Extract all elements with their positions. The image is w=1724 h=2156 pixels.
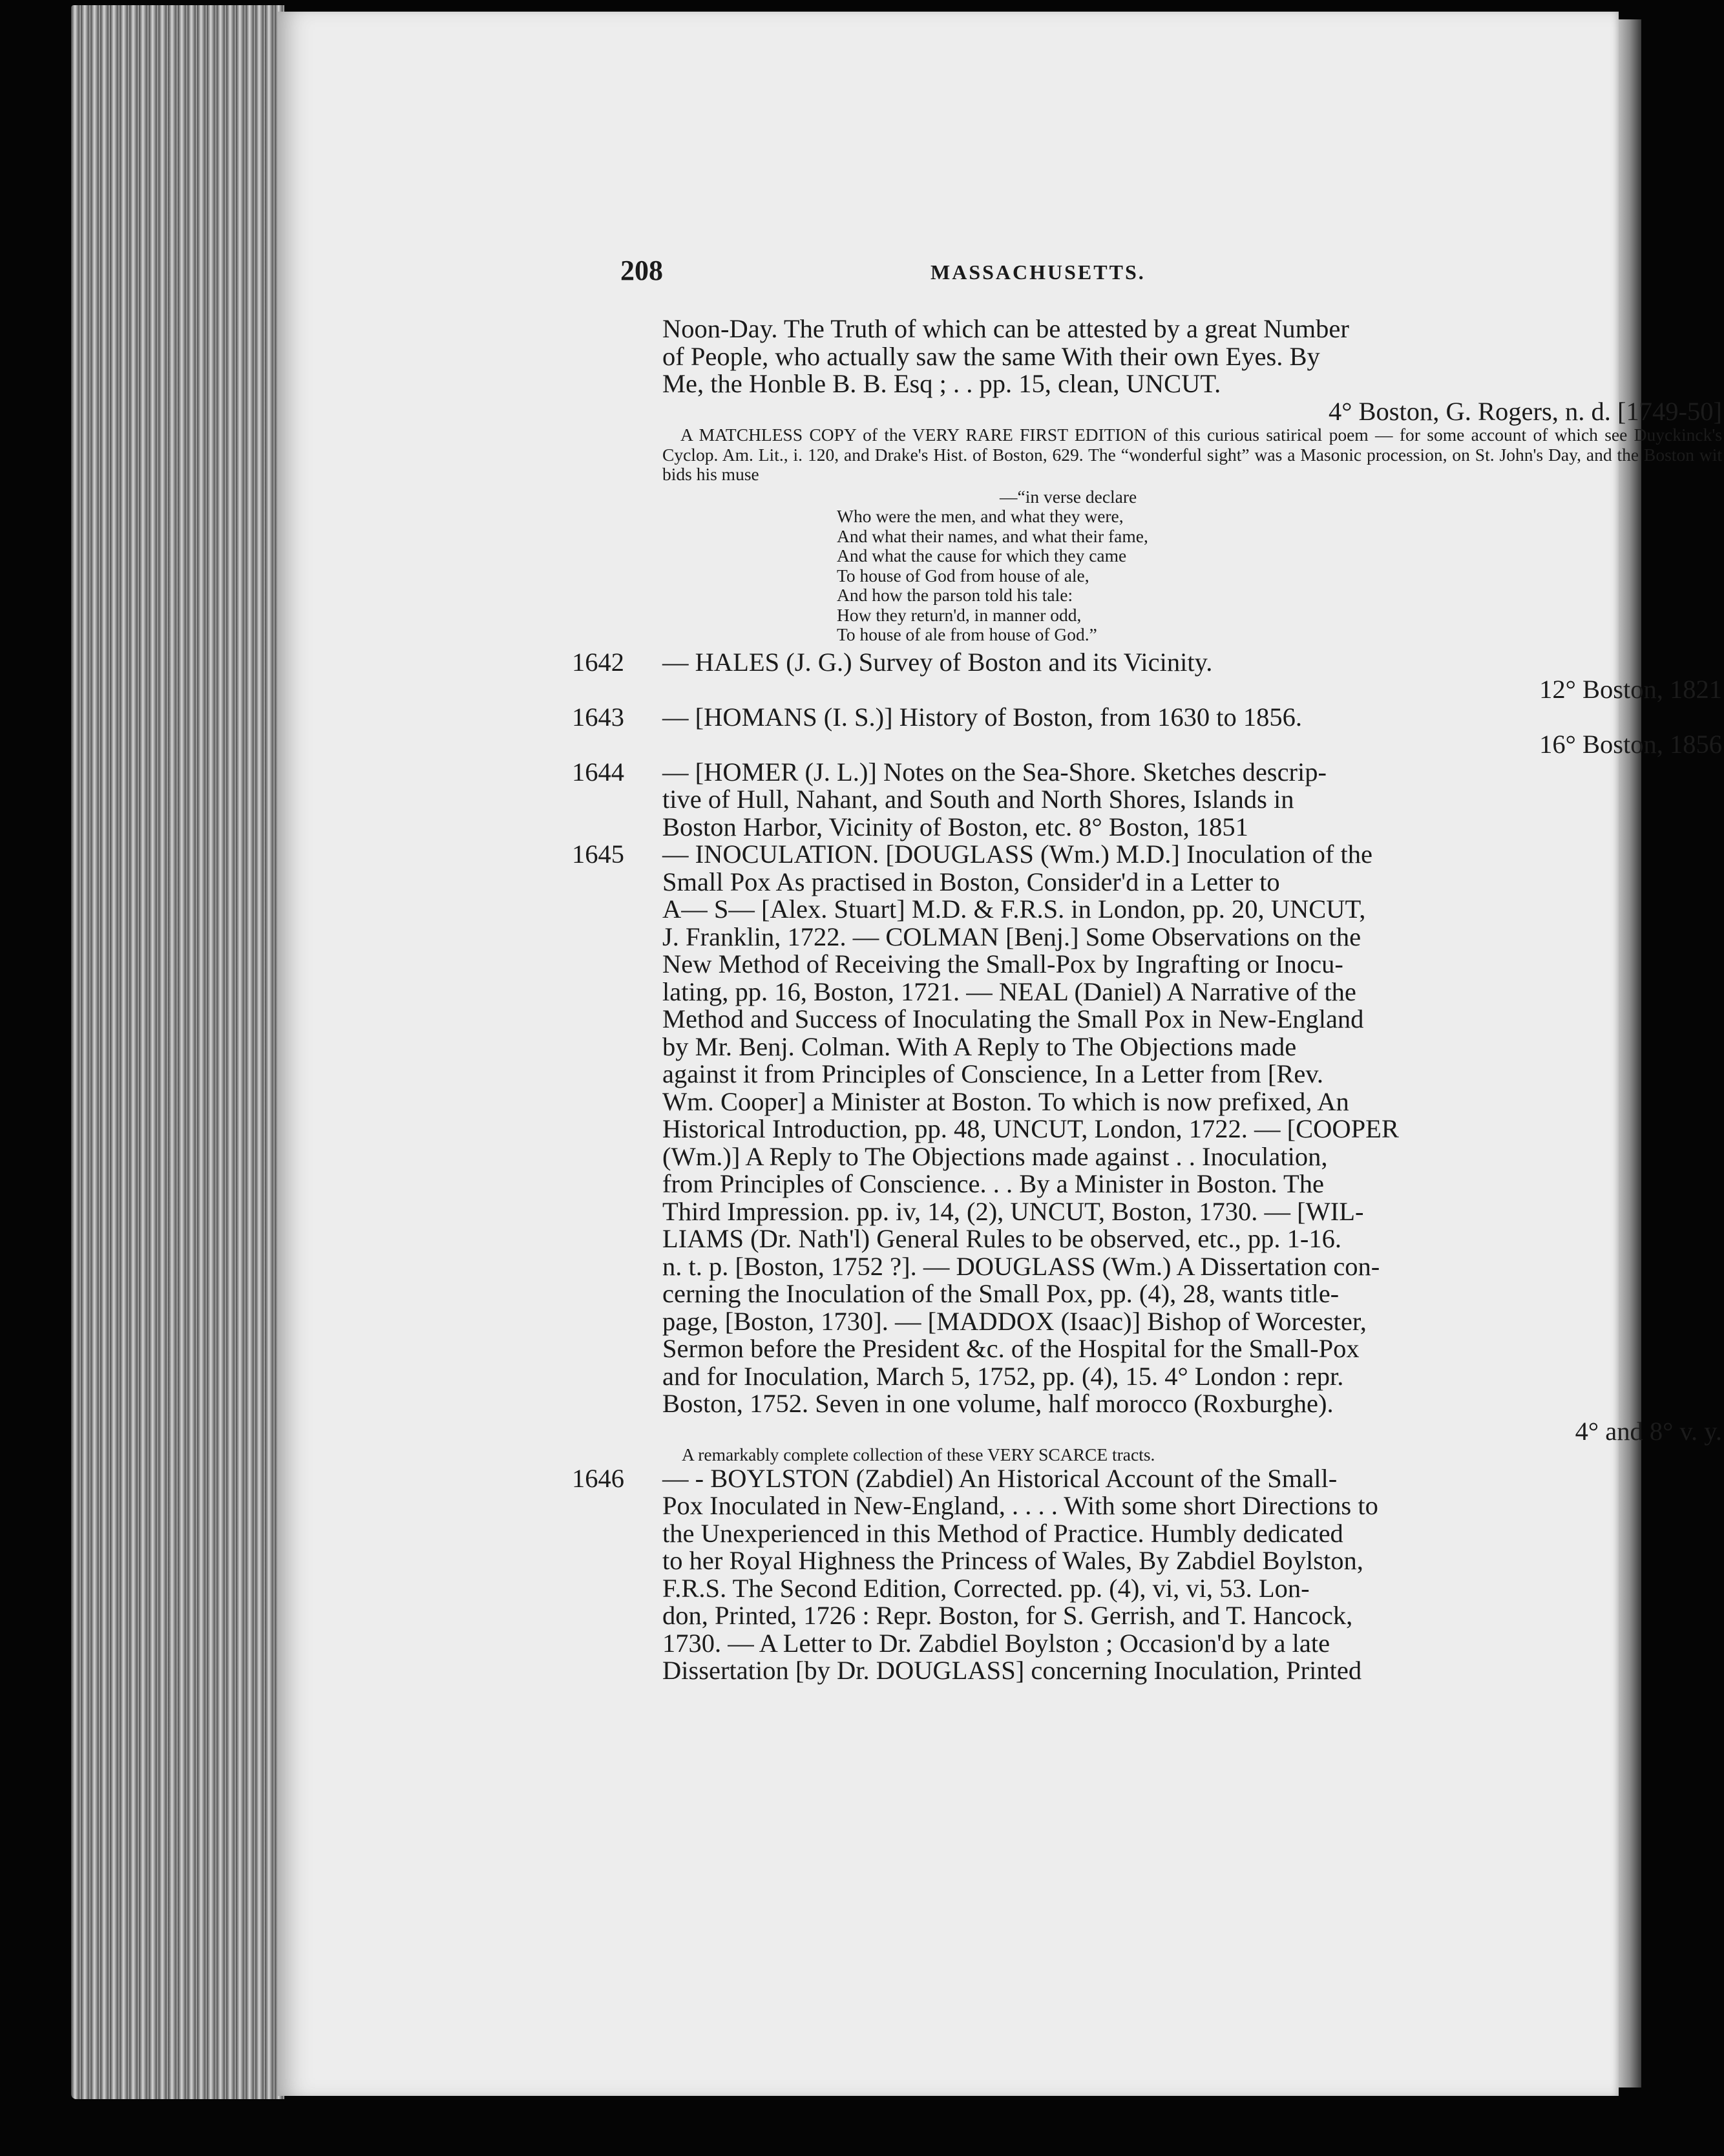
catalog-entry [572,840,1722,1465]
text-line: Historical Introduction, pp. 48, UNCUT, London, 1722. — [COOPER [662,1114,1399,1143]
verse-line: And what their names, and what their fame, [837,525,1148,546]
text-line: Third Impression. pp. iv, 14, (2), UNCUT, Boston, 1730. — [WIL- [662,1196,1364,1226]
verse-line: And what the cause for which they came [837,545,1127,565]
text-line: n. t. p. [Boston, 1752 ?]. — DOUGLASS (Wm.) A Dissertation con- [662,1251,1380,1281]
entry-first-line [572,702,1722,732]
book-page-edges [71,5,284,2099]
entry-number: 1644 [572,757,624,787]
bibliographic-note: A remarkably complete collection of these VERY SCARCE tracts. [682,1444,1155,1464]
text-line: Me, the Honble B. B. Esq ; . . pp. 15, clean, UNCUT. [662,369,1221,398]
imprint: 4° and 8° v. y. [1575,1416,1722,1446]
text-line: Wm. Cooper] a Minister at Boston. To which is now prefixed, An [662,1086,1349,1116]
entry-number: 1642 [572,647,624,677]
verse-line: To house of ale from house of God.” [837,624,1097,644]
entry-first-line [572,1463,1722,1493]
catalog-entry [572,757,1722,841]
text-line: Pox Inoculated in New-England, . . . . With some short Directions to [662,1491,1378,1520]
text-line: Small Pox As practised in Boston, Consider'd in a Letter to [662,867,1280,896]
verse-quotation [837,487,1722,645]
imprint: 16° Boston, 1856 [1539,730,1722,759]
text-line: LIAMS (Dr. Nath'l) General Rules to be observed, etc., pp. 1-16. [662,1224,1342,1253]
entry-first-line [572,757,1722,787]
text-line: page, [Boston, 1730]. — [MADDOX (Isaac)] Bishop of Worcester, [662,1306,1367,1336]
text-line: to her Royal Highness the Princess of Wales, By Zabdiel Boylston, [662,1546,1363,1575]
text-line: New Method of Receiving the Small-Pox by Ingrafting or Inocu- [662,949,1343,978]
entry-first-line [572,840,1722,869]
verse-line: —“in verse declare [1000,486,1137,507]
entry-number: 1643 [572,702,624,732]
text-line: — INOCULATION. [DOUGLASS (Wm.) M.D.] Inoculation of the [662,840,1372,869]
text-line: Method and Success of Inoculating the Small Pox in New-England [662,1004,1364,1033]
page-header [278,248,1619,293]
body-text [572,314,1722,1685]
text-line: don, Printed, 1726 : Repr. Boston, for S. Gerrish, and T. Hancock, [662,1601,1353,1630]
text-line: — HALES (J. G.) Survey of Boston and its Vicinity. [662,647,1213,677]
imprint: 4° Boston, G. Rogers, n. d. [1749-50] [1328,396,1722,426]
entry-number: 1645 [572,840,624,869]
text-line: against it from Principles of Conscience, In a Letter from [Rev. [662,1059,1324,1088]
text-line: and for Inoculation, March 5, 1752, pp. (4), 15. 4° London : repr. [662,1361,1344,1391]
running-head: MASSACHUSETTS. [930,260,1146,284]
verse-line: Who were the men, and what they were, [837,506,1124,526]
text-line: Boston, 1752. Seven in one volume, half morocco (Roxburghe). [662,1389,1334,1418]
text-line: tive of Hull, Nahant, and South and North Shores, Islands in [662,785,1294,814]
page-number: 208 [620,255,663,286]
catalog-entry [572,1463,1722,1685]
catalog-entry [572,702,1722,759]
text-line: 1730. — A Letter to Dr. Zabdiel Boylston ; Occasion'd by a late [662,1628,1330,1658]
text-line: — [HOMER (J. L.)] Notes on the Sea-Shore. Sketches descrip- [662,757,1327,787]
text-line: Noon-Day. The Truth of which can be attested by a great Number [662,314,1349,343]
text-line: the Unexperienced in this Method of Practice. Humbly dedicated [662,1518,1343,1548]
text-line: F.R.S. The Second Edition, Corrected. pp. (4), vi, vi, 53. Lon- [662,1573,1310,1603]
text-line: cerning the Inoculation of the Small Pox, pp. (4), 28, wants title- [662,1279,1340,1308]
text-line: from Principles of Conscience. . . By a Minister in Boston. The [662,1169,1324,1198]
text-line: by Mr. Benj. Colman. With A Reply to The Objections made [662,1031,1297,1061]
text-line: Sermon before the President &c. of the Hospital for the Small-Pox [662,1334,1360,1363]
entry-number: 1646 [572,1463,624,1493]
text-line: of People, who actually saw the same With their own Eyes. By [662,341,1320,371]
text-line: lating, pp. 16, Boston, 1721. — NEAL (Daniel) A Narrative of the [662,977,1356,1006]
text-line: — [HOMANS (I. S.)] History of Boston, from 1630 to 1856. [662,702,1302,732]
text-line: A— S— [Alex. Stuart] M.D. & F.R.S. in London, pp. 20, UNCUT, [662,894,1366,924]
bibliographic-note: A MATCHLESS COPY of the VERY RARE FIRST EDITION of this curious satirical poem — for some account of which see Duyckinck's Cyclop. Am. Lit., i. 120, and Drake's Hist. of Boston, 629. The “wonderful sight” was a Masonic procession, on St. John's Day, and the Boston wit bids his muse [662,425,1722,484]
text-line: J. Franklin, 1722. — COLMAN [Benj.] Some Observations on the [662,922,1361,951]
page [278,12,1722,2096]
text-line: — - BOYLSTON (Zabdiel) An Historical Account of the Small- [662,1463,1338,1493]
imprint: 12° Boston, 1821 [1539,675,1722,704]
catalog-entry [572,647,1722,704]
entry-first-line [572,647,1722,677]
verse-line: And how the parson told his tale: [837,585,1073,605]
text-line: (Wm.)] A Reply to The Objections made against . . Inoculation, [662,1141,1328,1171]
text-line: Boston Harbor, Vicinity of Boston, etc. 8° Boston, 1851 [662,812,1248,841]
verse-line: How they return'd, in manner odd, [837,604,1082,625]
verse-line: To house of God from house of ale, [837,565,1089,586]
text-line: Dissertation [by Dr. DOUGLASS] concerning Inoculation, Printed [662,1656,1362,1685]
